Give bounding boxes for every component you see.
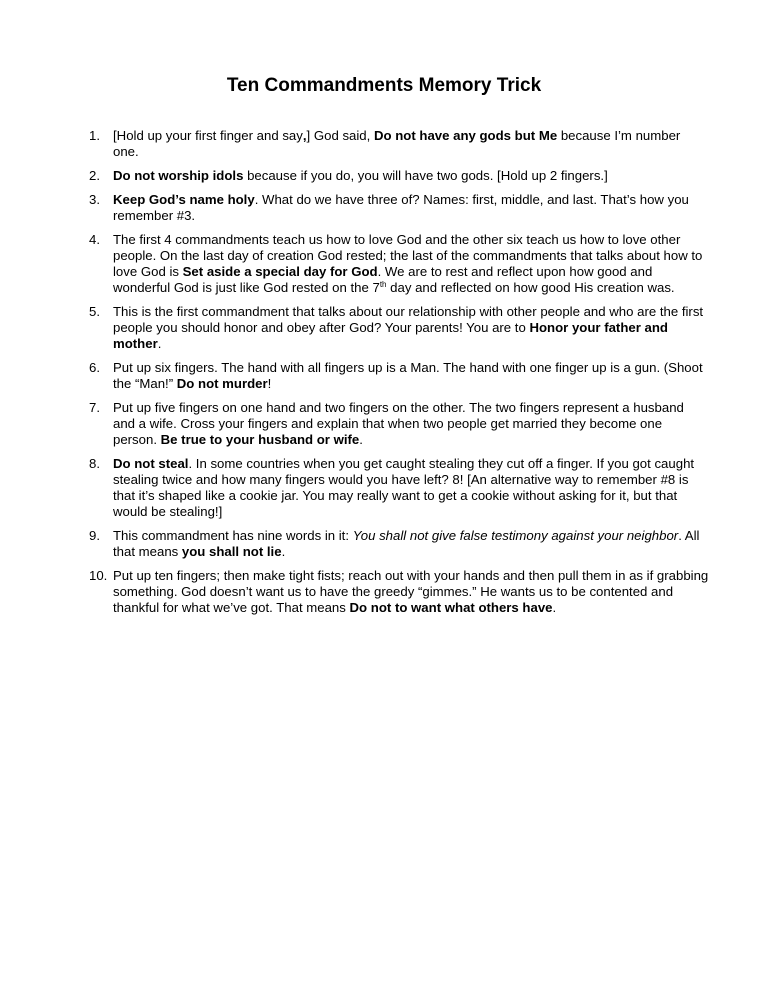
commandment-emphasis: Set aside a special day for God	[182, 264, 378, 279]
list-item-number: 4.	[89, 232, 100, 247]
list-item-number: 9.	[89, 528, 100, 543]
list-item	[89, 568, 709, 616]
text-run: [Hold up your first finger and say	[113, 128, 303, 143]
text-run: The first 4 commandments teach us how to love God and the other six teach us how to love other people. On the last day of creation God rested; the last of the commandments that talks about how to love God is	[113, 232, 703, 279]
document-title: Ten Commandments Memory Trick	[226, 75, 542, 96]
list-item-text	[113, 192, 689, 223]
list-item-text	[113, 528, 699, 559]
list-item	[89, 128, 709, 160]
commandment-emphasis: Do not murder	[176, 376, 268, 391]
list-item-number: 2.	[89, 168, 100, 183]
list-item	[89, 168, 709, 184]
text-run: ] God said,	[306, 128, 374, 143]
commandment-list	[89, 128, 709, 624]
text-run: This is the first commandment that talks about our relationship with other people and who are the first people you should honor and obey after God? Your parents! You are to	[113, 304, 704, 335]
list-item	[89, 232, 709, 296]
commandment-emphasis: Do not have any gods but Me	[373, 128, 558, 143]
text-run: . All that means	[113, 528, 700, 559]
text-run: .	[157, 336, 162, 351]
text-run: Put up ten fingers; then make tight fists; reach out with your hands and then pull them in as if grabbing something. God doesn’t want us to have the greedy “gimmes.” He wants us to be contented and thankful for what we’ve got. That means	[113, 568, 709, 615]
list-item	[89, 192, 709, 224]
commandment-emphasis: ,	[302, 128, 307, 143]
list-item-text	[113, 168, 608, 183]
text-run: .	[281, 544, 286, 559]
list-item-text	[113, 568, 708, 615]
commandment-emphasis: Honor your father and mother	[113, 320, 668, 351]
text-run: !	[267, 376, 272, 391]
text-run: . In some countries when you get caught stealing they cut off a finger. If you got caught stealing twice and how many fingers would you have left? 8! [An alternative way to remember #8 is that it’s shaped like a cookie jar. You may really want to get a cookie without asking for it, but that would be stealing!]	[113, 456, 695, 519]
text-run: . What do we have three of? Names: first, middle, and last. That’s how you remember #3.	[113, 192, 689, 223]
text-run: Put up six fingers. The hand with all fingers up is a Man. The hand with one finger up is a gun. (Shoot the “Man!”	[113, 360, 703, 391]
list-item-number: 3.	[89, 192, 100, 207]
commandment-emphasis: Be true to your husband or wife	[160, 432, 360, 447]
text-run: Put up five fingers on one hand and two fingers on the other. The two fingers represent a husband and a wife. Cross your fingers and explain that when two people get married they become one person.	[113, 400, 684, 447]
list-item-number: 8.	[89, 456, 100, 471]
list-item-number: 10.	[89, 568, 108, 583]
text-run: because if you do, you will have two gods. [Hold up 2 fingers.]	[243, 168, 608, 183]
list-item-text	[113, 232, 702, 295]
text-run: .	[359, 432, 363, 447]
list-item-number: 1.	[89, 128, 100, 143]
list-item-text	[113, 400, 684, 447]
text-run: day and reflected on how good His creation was.	[386, 280, 675, 295]
list-item-text	[113, 360, 703, 391]
list-item-number: 7.	[89, 400, 100, 415]
list-item-text	[113, 456, 694, 519]
list-item	[89, 400, 709, 448]
list-item-text	[113, 304, 703, 351]
text-run: .	[552, 600, 557, 615]
text-run: th	[379, 280, 387, 289]
text-run: You shall not give false testimony against your neighbor	[352, 528, 679, 543]
list-item-number: 5.	[89, 304, 100, 319]
commandment-emphasis: Do not worship idols	[113, 168, 244, 183]
commandment-emphasis: you shall not lie	[181, 544, 282, 559]
list-item	[89, 456, 709, 520]
text-run: This commandment has nine words in it:	[113, 528, 353, 543]
text-run: because I’m number one.	[113, 128, 681, 159]
list-item	[89, 304, 709, 352]
text-run: . We are to rest and reflect upon how good and wonderful God is just like God rested on the 7	[113, 264, 653, 295]
list-item-number: 6.	[89, 360, 100, 375]
list-item	[89, 528, 709, 560]
commandment-emphasis: Do not steal	[113, 456, 189, 471]
list-item	[89, 360, 709, 392]
commandment-emphasis: Keep God’s name holy	[113, 192, 255, 207]
commandment-emphasis: Do not to want what others have	[349, 600, 553, 615]
list-item-text	[113, 128, 680, 159]
